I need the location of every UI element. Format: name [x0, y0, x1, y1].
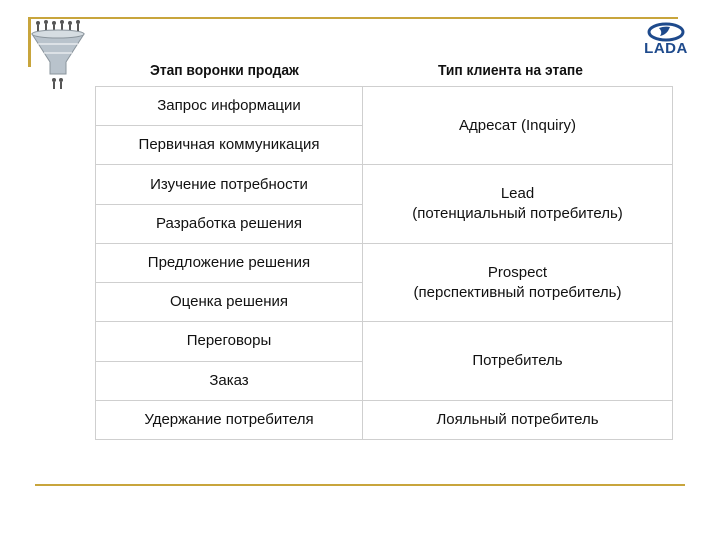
client-type-cell — [363, 87, 673, 165]
client-type-cell — [363, 322, 673, 400]
client-type-label: Потребитель — [472, 352, 563, 370]
stage-cell: Первичная коммуникация — [96, 126, 363, 165]
client-type-sublabel: (перспективный потребитель) — [413, 283, 622, 301]
client-type-label: Адресат (Inquiry) — [458, 116, 576, 134]
client-type-cell — [363, 243, 673, 321]
table-row — [96, 87, 673, 126]
stage-cell: Оценка решения — [96, 283, 363, 322]
sales-funnel-icon — [30, 18, 86, 94]
sales-funnel-table — [95, 86, 673, 440]
stage-cell: Переговоры — [96, 322, 363, 361]
client-type-label: Лояльный потребитель — [436, 410, 599, 428]
stage-cell: Удержание потребителя — [96, 400, 363, 439]
stage-cell: Изучение потребности — [96, 165, 363, 204]
client-type-cell — [363, 165, 673, 243]
stage-cell: Запрос информации — [96, 87, 363, 126]
lada-logo-text: LADA — [644, 40, 688, 57]
bottom-divider-line — [35, 484, 685, 486]
top-divider-line — [30, 17, 678, 19]
table-row — [96, 400, 673, 439]
header-stage: Этап воронки продаж — [150, 62, 299, 79]
stage-cell: Заказ — [96, 361, 363, 400]
client-type-label: Lead — [500, 185, 535, 203]
stage-cell: Разработка решения — [96, 204, 363, 243]
stage-cell: Предложение решения — [96, 243, 363, 282]
table-row — [96, 165, 673, 204]
client-type-label: Prospect — [487, 263, 548, 281]
table-row — [96, 243, 673, 282]
table-row — [96, 322, 673, 361]
client-type-cell — [363, 400, 673, 439]
header-client-type: Тип клиента на этапе — [438, 62, 583, 79]
client-type-sublabel: (потенциальный потребитель) — [412, 205, 623, 223]
